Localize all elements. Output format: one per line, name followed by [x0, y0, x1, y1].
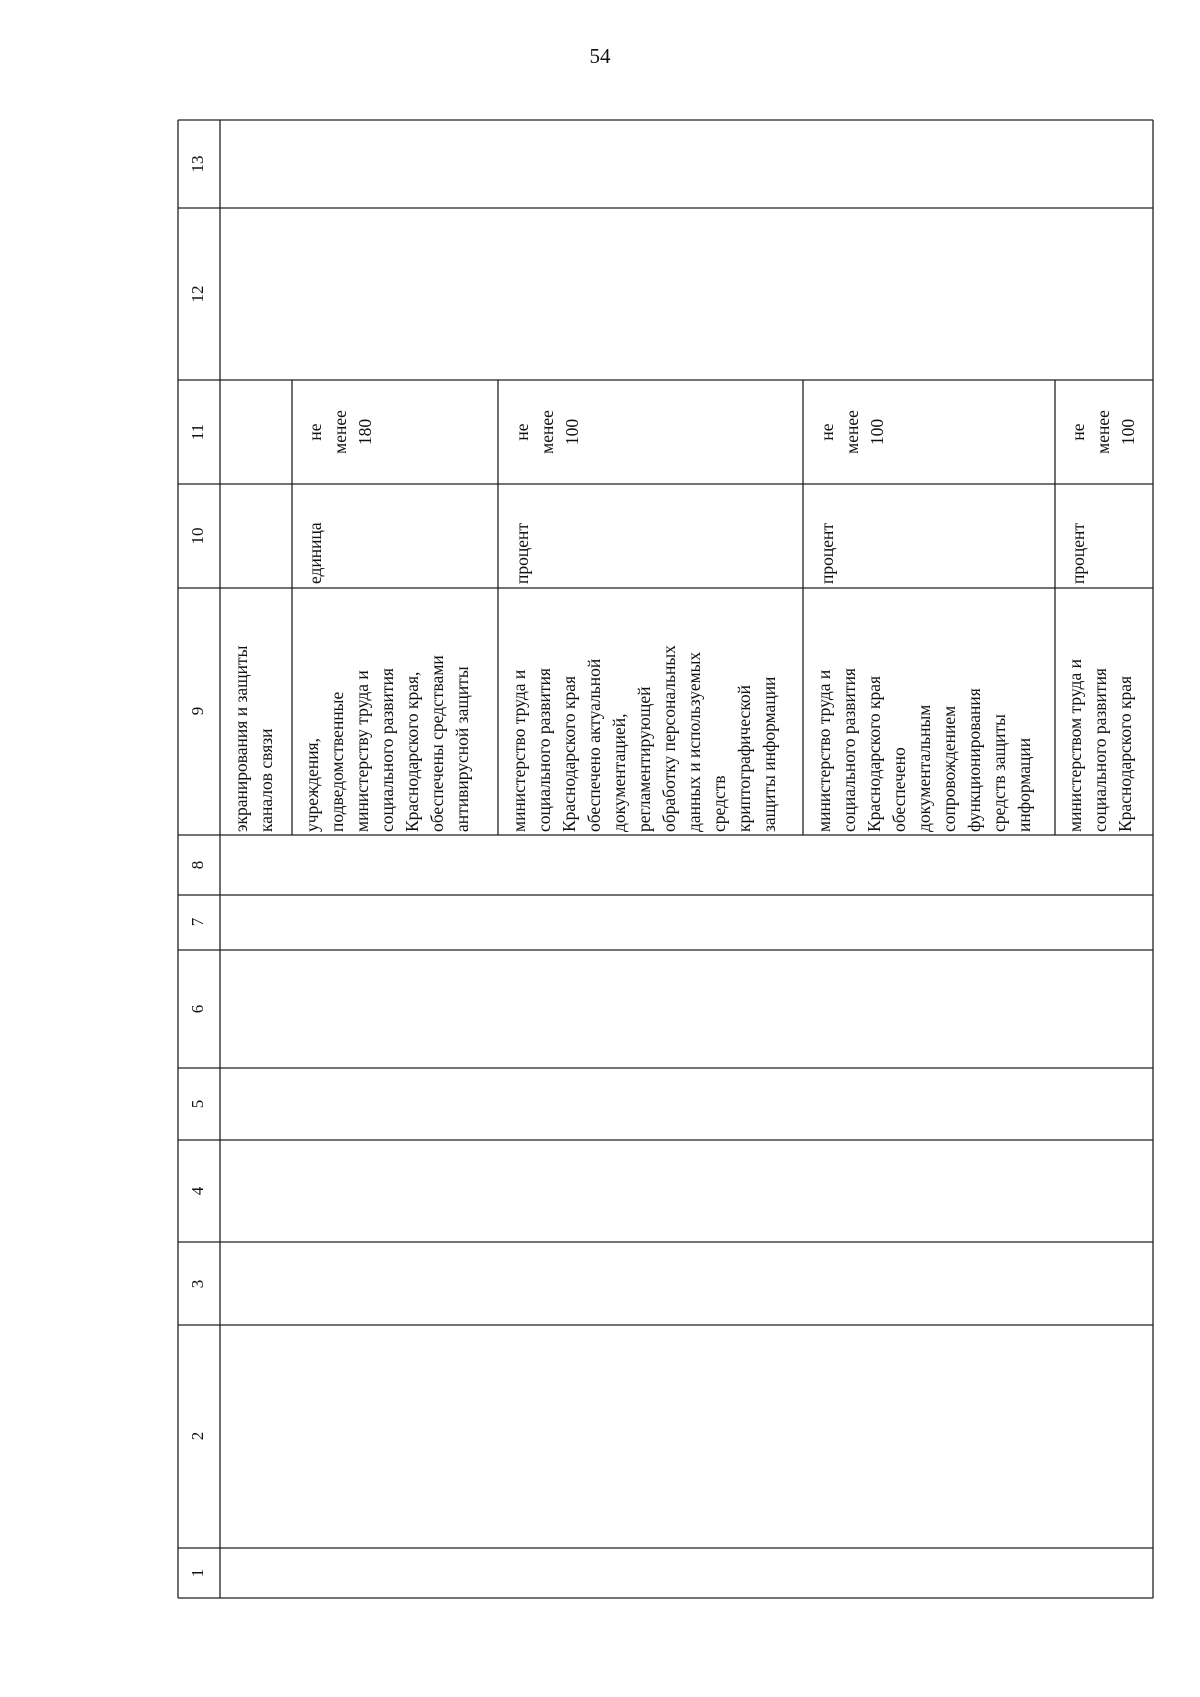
- header-col-2: 2: [188, 1431, 207, 1441]
- header-col-10: 10: [188, 527, 207, 545]
- row3-col9-text: министерство труда и социального развития Краснодарского края обеспечено актуальной документацией, регламентирующей обработку персональных данных и используемых средств криптографической защиты информации: [509, 645, 779, 832]
- row1-col9-text: экранирования и защиты каналов связи: [231, 645, 276, 832]
- row2-col10-unit: единица: [305, 522, 325, 584]
- row5-col9-text: министерством труда и социального развития Краснодарского края: [1065, 659, 1135, 832]
- header-col-3: 3: [188, 1279, 207, 1289]
- row4-col11-value: не менее 100: [817, 410, 887, 454]
- header-col-13: 13: [188, 155, 207, 173]
- row3-col11-value: не менее 100: [512, 410, 582, 454]
- row2-col9-text: учреждения, подведомственные министерству труда и социального развития Краснодарского края, обеспечены средствами антивирусной защиты: [302, 655, 472, 832]
- header-col-6: 6: [188, 1004, 207, 1014]
- header-col-11: 11: [188, 423, 207, 441]
- header-col-1: 1: [188, 1568, 207, 1578]
- header-col-8: 8: [188, 860, 207, 870]
- row5-col11-value: не менее 100: [1068, 410, 1138, 454]
- header-col-9: 9: [188, 706, 207, 716]
- header-col-12: 12: [188, 285, 207, 303]
- row2-col11-value: не менее 180: [305, 410, 375, 454]
- row3-col10-unit: процент: [512, 522, 532, 584]
- row4-col10-unit: процент: [817, 522, 837, 584]
- row4-col9-text: министерство труда и социального развития Краснодарского края обеспечено документальным сопровождением функционирования средств защиты информации: [814, 668, 1034, 832]
- row5-col10-unit: процент: [1068, 522, 1088, 584]
- header-col-5: 5: [188, 1099, 207, 1109]
- page-number: 54: [589, 44, 611, 68]
- header-col-7: 7: [188, 917, 207, 927]
- header-col-4: 4: [188, 1186, 207, 1196]
